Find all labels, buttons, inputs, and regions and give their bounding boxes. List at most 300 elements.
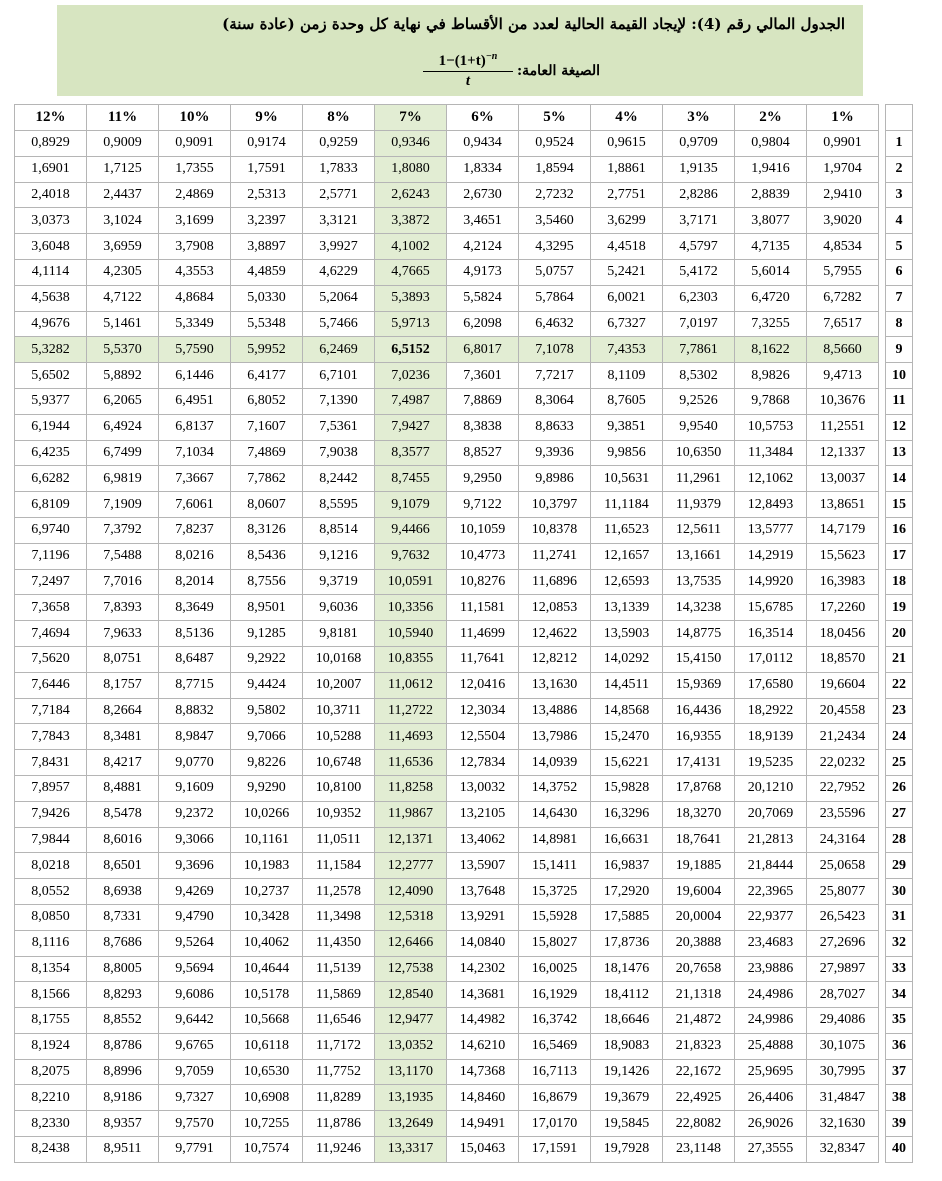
factor-cell: 30,7995 xyxy=(807,1059,879,1085)
factor-cell: 12,2777 xyxy=(375,853,447,879)
factor-cell: 13,9291 xyxy=(447,904,519,930)
factor-cell: 8,4881 xyxy=(87,775,159,801)
factor-cell: 9,6765 xyxy=(159,1033,231,1059)
table-row xyxy=(15,414,913,440)
factor-cell: 18,9083 xyxy=(591,1033,663,1059)
factor-cell: 3,5460 xyxy=(519,208,591,234)
factor-cell: 13,1935 xyxy=(375,1085,447,1111)
factor-cell: 8,5136 xyxy=(159,621,231,647)
factor-cell: 11,7172 xyxy=(303,1033,375,1059)
factor-cell: 10,1983 xyxy=(231,853,303,879)
period-number: 32 xyxy=(886,930,913,956)
formula-numerator: $1-(1+t)^{-n}$ xyxy=(423,51,513,72)
column-gap xyxy=(879,1137,886,1163)
factor-cell: 8,1566 xyxy=(15,982,87,1008)
factor-cell: 22,1672 xyxy=(663,1059,735,1085)
factor-cell: 8,2664 xyxy=(87,698,159,724)
factor-cell: 21,2813 xyxy=(735,827,807,853)
factor-cell: 7,9038 xyxy=(303,440,375,466)
table-row xyxy=(15,750,913,776)
factor-cell: 0,9901 xyxy=(807,131,879,157)
factor-cell: 12,3034 xyxy=(447,698,519,724)
column-gap xyxy=(879,105,886,131)
factor-cell: 8,8514 xyxy=(303,517,375,543)
column-gap xyxy=(879,853,886,879)
column-gap xyxy=(879,1033,886,1059)
period-number: 36 xyxy=(886,1033,913,1059)
factor-cell: 2,8286 xyxy=(663,182,735,208)
factor-cell: 19,7928 xyxy=(591,1137,663,1163)
factor-cell: 2,4437 xyxy=(87,182,159,208)
factor-cell: 2,6243 xyxy=(375,182,447,208)
table-row xyxy=(15,904,913,930)
table-row xyxy=(15,1008,913,1034)
factor-cell: 0,9804 xyxy=(735,131,807,157)
factor-cell: 23,4683 xyxy=(735,930,807,956)
factor-cell: 4,2124 xyxy=(447,234,519,260)
factor-cell: 17,8768 xyxy=(663,775,735,801)
table-row xyxy=(15,801,913,827)
factor-cell: 11,8289 xyxy=(303,1085,375,1111)
period-number: 10 xyxy=(886,363,913,389)
period-number: 30 xyxy=(886,879,913,905)
factor-cell: 14,8775 xyxy=(663,621,735,647)
factor-cell: 7,7016 xyxy=(87,569,159,595)
factor-cell: 9,4713 xyxy=(807,363,879,389)
factor-cell: 12,9477 xyxy=(375,1008,447,1034)
factor-cell: 5,4172 xyxy=(663,259,735,285)
factor-cell: 11,2578 xyxy=(303,879,375,905)
factor-cell: 7,6517 xyxy=(807,311,879,337)
factor-cell: 13,1661 xyxy=(663,543,735,569)
factor-cell: 8,7715 xyxy=(159,672,231,698)
factor-cell: 13,1630 xyxy=(519,672,591,698)
factor-cell: 2,7232 xyxy=(519,182,591,208)
factor-cell: 14,8460 xyxy=(447,1085,519,1111)
factor-cell: 5,3349 xyxy=(159,311,231,337)
factor-cell: 15,6221 xyxy=(591,750,663,776)
factor-cell: 1,8594 xyxy=(519,156,591,182)
table-row xyxy=(15,879,913,905)
table-row xyxy=(15,853,913,879)
factor-cell: 8,7455 xyxy=(375,466,447,492)
factor-cell: 9,6036 xyxy=(303,595,375,621)
factor-cell: 21,8323 xyxy=(663,1033,735,1059)
factor-cell: 9,7059 xyxy=(159,1059,231,1085)
factor-cell: 9,7570 xyxy=(159,1111,231,1137)
period-number: 39 xyxy=(886,1111,913,1137)
factor-cell: 32,8347 xyxy=(807,1137,879,1163)
factor-cell: 14,2302 xyxy=(447,956,519,982)
factor-cell: 3,0373 xyxy=(15,208,87,234)
factor-cell: 11,0511 xyxy=(303,827,375,853)
factor-cell: 19,1426 xyxy=(591,1059,663,1085)
formula-exponent: −n xyxy=(485,51,498,62)
factor-cell: 11,5869 xyxy=(303,982,375,1008)
factor-cell: 8,5595 xyxy=(303,492,375,518)
period-number: 18 xyxy=(886,569,913,595)
factor-cell: 13,7648 xyxy=(447,879,519,905)
factor-cell: 15,3725 xyxy=(519,879,591,905)
factor-cell: 6,8052 xyxy=(231,388,303,414)
factor-cell: 30,1075 xyxy=(807,1033,879,1059)
factor-cell: 7,3601 xyxy=(447,363,519,389)
column-gap xyxy=(879,827,886,853)
factor-cell: 9,4790 xyxy=(159,904,231,930)
factor-cell: 2,5313 xyxy=(231,182,303,208)
factor-cell: 13,2105 xyxy=(447,801,519,827)
period-number: 6 xyxy=(886,259,913,285)
period-number: 35 xyxy=(886,1008,913,1034)
factor-cell: 20,0004 xyxy=(663,904,735,930)
factor-cell: 8,5302 xyxy=(663,363,735,389)
factor-cell: 9,9856 xyxy=(591,440,663,466)
factor-cell: 6,8109 xyxy=(15,492,87,518)
table-row xyxy=(15,1085,913,1111)
factor-cell: 8,6016 xyxy=(87,827,159,853)
factor-cell: 7,7217 xyxy=(519,363,591,389)
factor-cell: 9,5802 xyxy=(231,698,303,724)
factor-cell: 17,6580 xyxy=(735,672,807,698)
factor-cell: 12,5318 xyxy=(375,904,447,930)
factor-cell: 7,7862 xyxy=(231,466,303,492)
factor-cell: 17,4131 xyxy=(663,750,735,776)
factor-cell: 10,3711 xyxy=(303,698,375,724)
factor-cell: 8,0552 xyxy=(15,879,87,905)
factor-cell: 9,7868 xyxy=(735,388,807,414)
factor-cell: 14,9920 xyxy=(735,569,807,595)
factor-cell: 8,2330 xyxy=(15,1111,87,1137)
period-number: 5 xyxy=(886,234,913,260)
factor-cell: 11,4693 xyxy=(375,724,447,750)
factor-cell: 23,5596 xyxy=(807,801,879,827)
factor-cell: 9,3719 xyxy=(303,569,375,595)
factor-cell: 18,8570 xyxy=(807,646,879,672)
factor-cell: 16,3514 xyxy=(735,621,807,647)
table-row xyxy=(15,672,913,698)
factor-cell: 1,7355 xyxy=(159,156,231,182)
factor-cell: 10,8355 xyxy=(375,646,447,672)
factor-cell: 3,6299 xyxy=(591,208,663,234)
factor-cell: 5,7590 xyxy=(159,337,231,363)
factor-cell: 11,6523 xyxy=(591,517,663,543)
table-row xyxy=(15,156,913,182)
period-number: 19 xyxy=(886,595,913,621)
factor-cell: 8,9826 xyxy=(735,363,807,389)
factor-cell: 4,9173 xyxy=(447,259,519,285)
factor-cell: 17,0170 xyxy=(519,1111,591,1137)
factor-cell: 10,5288 xyxy=(303,724,375,750)
factor-cell: 10,5753 xyxy=(735,414,807,440)
factor-cell: 8,3577 xyxy=(375,440,447,466)
factor-cell: 6,9740 xyxy=(15,517,87,543)
factor-cell: 12,7834 xyxy=(447,750,519,776)
factor-cell: 11,7752 xyxy=(303,1059,375,1085)
table-row xyxy=(15,595,913,621)
column-gap xyxy=(879,234,886,260)
factor-cell: 12,0853 xyxy=(519,595,591,621)
factor-cell: 13,5907 xyxy=(447,853,519,879)
factor-cell: 8,1116 xyxy=(15,930,87,956)
factor-cell: 18,1476 xyxy=(591,956,663,982)
table-row xyxy=(15,440,913,466)
factor-cell: 11,7641 xyxy=(447,646,519,672)
factor-cell: 9,2372 xyxy=(159,801,231,827)
factor-cell: 12,8212 xyxy=(519,646,591,672)
factor-cell: 8,1757 xyxy=(87,672,159,698)
factor-cell: 11,5139 xyxy=(303,956,375,982)
factor-cell: 12,4090 xyxy=(375,879,447,905)
factor-cell: 11,8258 xyxy=(375,775,447,801)
factor-cell: 0,8929 xyxy=(15,131,87,157)
factor-cell: 8,5660 xyxy=(807,337,879,363)
column-gap xyxy=(879,131,886,157)
factor-cell: 3,7171 xyxy=(663,208,735,234)
period-number: 37 xyxy=(886,1059,913,1085)
table-row xyxy=(15,1111,913,1137)
factor-cell: 11,1584 xyxy=(303,853,375,879)
column-gap xyxy=(879,1008,886,1034)
period-number: 29 xyxy=(886,853,913,879)
factor-cell: 8,6501 xyxy=(87,853,159,879)
factor-cell: 5,7466 xyxy=(303,311,375,337)
factor-cell: 11,6896 xyxy=(519,569,591,595)
rate-header: 1% xyxy=(807,105,879,131)
factor-cell: 3,3872 xyxy=(375,208,447,234)
column-gap xyxy=(879,750,886,776)
rate-header: 9% xyxy=(231,105,303,131)
period-number: 23 xyxy=(886,698,913,724)
factor-cell: 7,3658 xyxy=(15,595,87,621)
factor-cell: 13,3317 xyxy=(375,1137,447,1163)
factor-cell: 16,0025 xyxy=(519,956,591,982)
table-row xyxy=(15,1059,913,1085)
factor-cell: 9,6086 xyxy=(159,982,231,1008)
factor-cell: 8,8293 xyxy=(87,982,159,1008)
factor-cell: 22,4925 xyxy=(663,1085,735,1111)
factor-cell: 6,2098 xyxy=(447,311,519,337)
rate-header: 4% xyxy=(591,105,663,131)
factor-cell: 9,7066 xyxy=(231,724,303,750)
factor-cell: 8,0216 xyxy=(159,543,231,569)
factor-cell: 10,6748 xyxy=(303,750,375,776)
factor-cell: 6,7282 xyxy=(807,285,879,311)
factor-cell: 5,9377 xyxy=(15,388,87,414)
column-gap xyxy=(879,930,886,956)
factor-cell: 7,3667 xyxy=(159,466,231,492)
factor-cell: 10,3428 xyxy=(231,904,303,930)
factor-cell: 10,1059 xyxy=(447,517,519,543)
rate-header: 10% xyxy=(159,105,231,131)
table-row xyxy=(15,621,913,647)
factor-cell: 13,1170 xyxy=(375,1059,447,1085)
rate-header: 12% xyxy=(15,105,87,131)
factor-cell: 2,8839 xyxy=(735,182,807,208)
factor-cell: 5,3282 xyxy=(15,337,87,363)
factor-cell: 1,8861 xyxy=(591,156,663,182)
factor-cell: 10,4062 xyxy=(231,930,303,956)
factor-cell: 8,9847 xyxy=(159,724,231,750)
factor-cell: 1,7833 xyxy=(303,156,375,182)
column-gap xyxy=(879,775,886,801)
factor-cell: 14,8568 xyxy=(591,698,663,724)
factor-cell: 8,2075 xyxy=(15,1059,87,1085)
table-row xyxy=(15,131,913,157)
factor-cell: 24,9986 xyxy=(735,1008,807,1034)
factor-cell: 9,2922 xyxy=(231,646,303,672)
column-gap xyxy=(879,621,886,647)
rate-header: 6% xyxy=(447,105,519,131)
period-number: 4 xyxy=(886,208,913,234)
factor-cell: 10,3356 xyxy=(375,595,447,621)
column-gap xyxy=(879,698,886,724)
factor-cell: 20,3888 xyxy=(663,930,735,956)
factor-cell: 4,7135 xyxy=(735,234,807,260)
factor-cell: 15,8027 xyxy=(519,930,591,956)
factor-cell: 11,0612 xyxy=(375,672,447,698)
period-number: 7 xyxy=(886,285,913,311)
rate-header: 2% xyxy=(735,105,807,131)
factor-cell: 7,8869 xyxy=(447,388,519,414)
period-number: 31 xyxy=(886,904,913,930)
factor-cell: 15,5623 xyxy=(807,543,879,569)
factor-cell: 9,8226 xyxy=(231,750,303,776)
factor-cell: 8,2442 xyxy=(303,466,375,492)
factor-cell: 8,2438 xyxy=(15,1137,87,1163)
factor-cell: 14,0939 xyxy=(519,750,591,776)
rate-header: 7% xyxy=(375,105,447,131)
factor-cell: 7,1909 xyxy=(87,492,159,518)
column-gap xyxy=(879,363,886,389)
factor-cell: 9,0770 xyxy=(159,750,231,776)
factor-cell: 5,8892 xyxy=(87,363,159,389)
table-row xyxy=(15,363,913,389)
factor-cell: 2,5771 xyxy=(303,182,375,208)
column-gap xyxy=(879,801,886,827)
factor-cell: 15,1411 xyxy=(519,853,591,879)
factor-cell: 3,1024 xyxy=(87,208,159,234)
factor-cell: 20,1210 xyxy=(735,775,807,801)
factor-cell: 6,2469 xyxy=(303,337,375,363)
factor-cell: 11,2551 xyxy=(807,414,879,440)
factor-cell: 6,4924 xyxy=(87,414,159,440)
factor-cell: 10,8100 xyxy=(303,775,375,801)
factor-cell: 16,8679 xyxy=(519,1085,591,1111)
factor-cell: 10,6908 xyxy=(231,1085,303,1111)
period-number: 21 xyxy=(886,646,913,672)
factor-cell: 17,2260 xyxy=(807,595,879,621)
factor-cell: 18,6646 xyxy=(591,1008,663,1034)
factor-cell: 9,1079 xyxy=(375,492,447,518)
factor-cell: 11,1581 xyxy=(447,595,519,621)
column-gap xyxy=(879,492,886,518)
table-row xyxy=(15,234,913,260)
period-number: 1 xyxy=(886,131,913,157)
factor-cell: 6,5152 xyxy=(375,337,447,363)
factor-cell: 7,4869 xyxy=(231,440,303,466)
factor-cell: 7,1078 xyxy=(519,337,591,363)
table-row xyxy=(15,1033,913,1059)
factor-cell: 5,2421 xyxy=(591,259,663,285)
period-number: 14 xyxy=(886,466,913,492)
factor-cell: 14,0840 xyxy=(447,930,519,956)
factor-cell: 8,2210 xyxy=(15,1085,87,1111)
factor-cell: 8,6938 xyxy=(87,879,159,905)
factor-cell: 19,3679 xyxy=(591,1085,663,1111)
factor-cell: 22,8082 xyxy=(663,1111,735,1137)
column-gap xyxy=(879,595,886,621)
factor-cell: 7,7861 xyxy=(663,337,735,363)
factor-cell: 5,7955 xyxy=(807,259,879,285)
factor-cell: 2,9410 xyxy=(807,182,879,208)
factor-cell: 1,9135 xyxy=(663,156,735,182)
column-gap xyxy=(879,672,886,698)
factor-cell: 7,7184 xyxy=(15,698,87,724)
factor-cell: 1,7125 xyxy=(87,156,159,182)
factor-cell: 11,4699 xyxy=(447,621,519,647)
rate-header-row xyxy=(15,105,913,131)
factor-cell: 18,4112 xyxy=(591,982,663,1008)
factor-cell: 21,4872 xyxy=(663,1008,735,1034)
table-title: الجدول المالي رقم (4): لإيجاد القيمة الحالية لعدد من الأقساط في نهاية كل وحدة زمن (عادة سنة) xyxy=(222,15,845,33)
factor-cell: 8,4217 xyxy=(87,750,159,776)
factor-cell: 8,8996 xyxy=(87,1059,159,1085)
factor-cell: 9,1216 xyxy=(303,543,375,569)
factor-cell: 6,1446 xyxy=(159,363,231,389)
factor-cell: 10,4644 xyxy=(231,956,303,982)
factor-cell: 24,3164 xyxy=(807,827,879,853)
table-row xyxy=(15,466,913,492)
factor-cell: 19,6004 xyxy=(663,879,735,905)
factor-cell: 8,0218 xyxy=(15,853,87,879)
factor-cell: 7,8393 xyxy=(87,595,159,621)
period-number: 40 xyxy=(886,1137,913,1163)
factor-cell: 25,0658 xyxy=(807,853,879,879)
factor-cell: 25,4888 xyxy=(735,1033,807,1059)
factor-cell: 8,3481 xyxy=(87,724,159,750)
rate-header: 3% xyxy=(663,105,735,131)
factor-cell: 10,5668 xyxy=(231,1008,303,1034)
column-gap xyxy=(879,904,886,930)
factor-cell: 4,9676 xyxy=(15,311,87,337)
factor-cell: 9,4424 xyxy=(231,672,303,698)
factor-cell: 8,7686 xyxy=(87,930,159,956)
factor-cell: 23,1148 xyxy=(663,1137,735,1163)
factor-cell: 3,6959 xyxy=(87,234,159,260)
factor-cell: 9,3851 xyxy=(591,414,663,440)
column-gap xyxy=(879,569,886,595)
rate-header: 5% xyxy=(519,105,591,131)
factor-cell: 8,7605 xyxy=(591,388,663,414)
factor-cell: 17,0112 xyxy=(735,646,807,672)
factor-cell: 11,2722 xyxy=(375,698,447,724)
factor-cell: 7,7843 xyxy=(15,724,87,750)
factor-cell: 8,8527 xyxy=(447,440,519,466)
factor-cell: 5,9952 xyxy=(231,337,303,363)
factor-cell: 20,7069 xyxy=(735,801,807,827)
factor-cell: 7,4987 xyxy=(375,388,447,414)
factor-cell: 18,2922 xyxy=(735,698,807,724)
factor-cell: 29,4086 xyxy=(807,1008,879,1034)
factor-cell: 0,9174 xyxy=(231,131,303,157)
factor-cell: 8,8633 xyxy=(519,414,591,440)
factor-cell: 9,7327 xyxy=(159,1085,231,1111)
factor-cell: 25,8077 xyxy=(807,879,879,905)
table-row xyxy=(15,646,913,672)
table-row xyxy=(15,698,913,724)
factor-cell: 12,1337 xyxy=(807,440,879,466)
factor-cell: 11,9379 xyxy=(663,492,735,518)
